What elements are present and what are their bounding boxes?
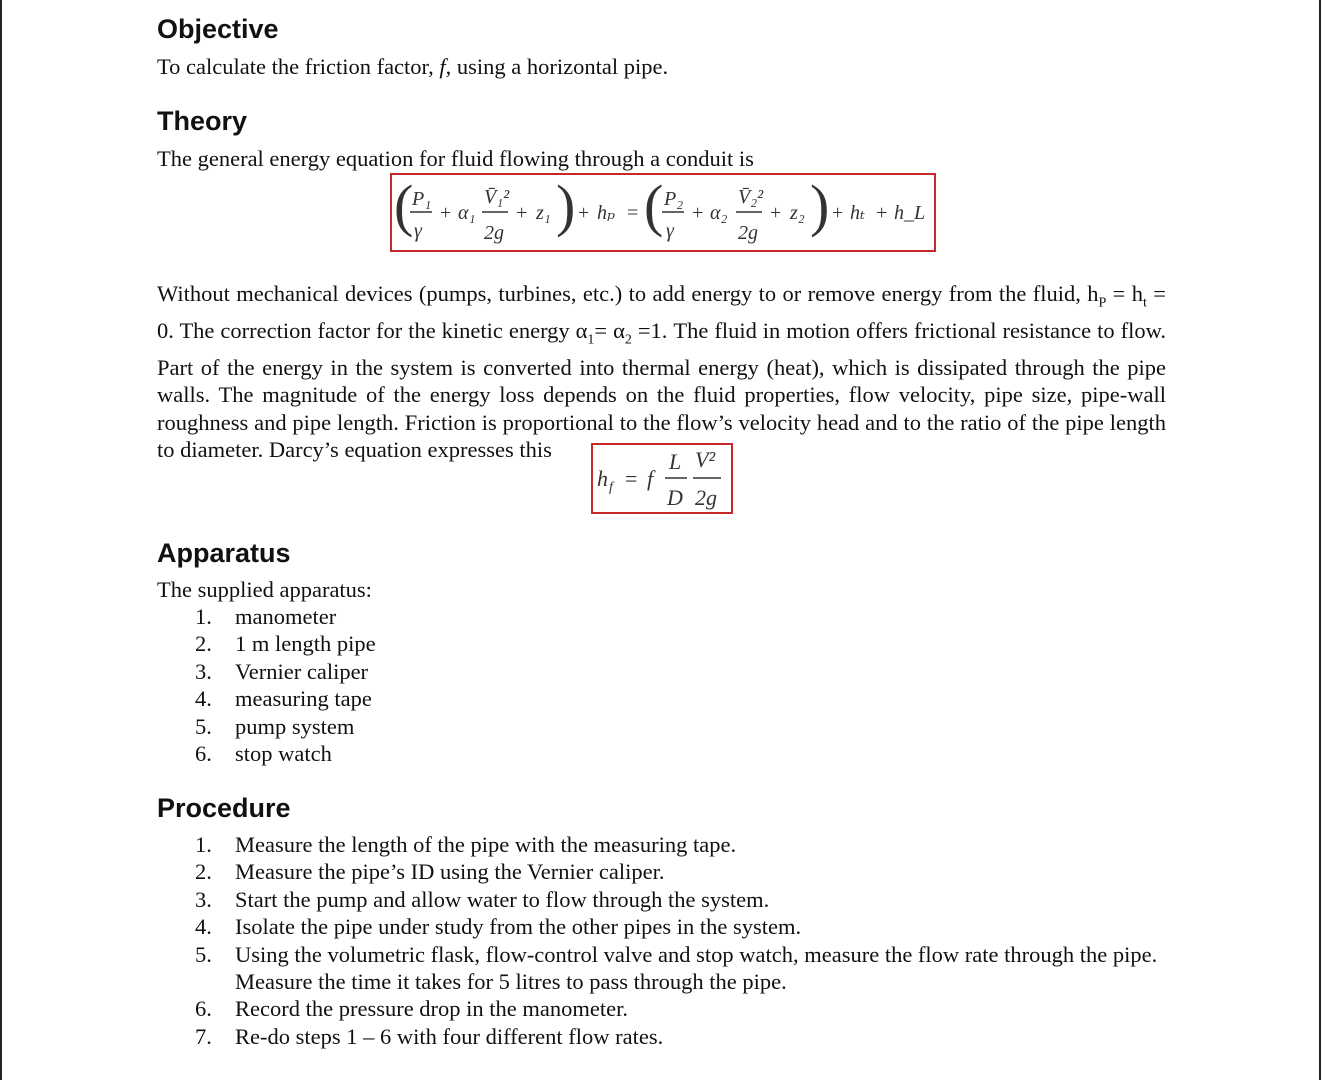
list-text: Start the pump and allow water to flow through the system. xyxy=(235,886,770,912)
theory-heading: Theory xyxy=(157,106,248,136)
list-item xyxy=(157,941,1166,996)
eq-plus-1: + xyxy=(440,202,452,224)
eq-alpha1: α₁ xyxy=(458,202,476,224)
list-item xyxy=(157,603,1169,630)
list-number: 2. xyxy=(195,859,212,885)
eq-alpha2: α₂ xyxy=(710,202,728,224)
darcy-2g: 2g xyxy=(695,485,717,510)
eq-plus-3: + xyxy=(578,202,590,224)
eq-v2: V̄₂² xyxy=(738,186,764,208)
list-number: 7. xyxy=(195,1023,212,1049)
list-item xyxy=(157,886,1166,913)
list-text: Vernier caliper xyxy=(235,658,369,684)
paren-close-2: ) xyxy=(810,175,830,238)
list-text: Measure the pipe’s ID using the Vernier caliper. xyxy=(235,859,665,885)
list-number: 1. xyxy=(195,832,212,857)
list-number: 6. xyxy=(195,996,212,1022)
list-item xyxy=(157,740,1169,767)
eq-gamma-2: γ xyxy=(666,220,674,242)
list-text: measuring tape xyxy=(235,686,372,712)
list-item xyxy=(157,995,1166,1022)
list-number: 4. xyxy=(195,686,212,712)
list-text: 1 m length pipe xyxy=(235,631,376,657)
eq-equals: = xyxy=(627,202,639,224)
list-number: 4. xyxy=(195,914,212,940)
theory-intro: The general energy equation for fluid flowing through a conduit is xyxy=(157,146,754,171)
darcy-L: L xyxy=(669,449,682,474)
energy-equation xyxy=(390,173,936,252)
darcy-h: h xyxy=(597,466,608,491)
list-text: stop watch xyxy=(235,741,332,767)
list-text: pump system xyxy=(235,713,355,739)
darcy-V2: V² xyxy=(695,447,716,472)
list-text: Record the pressure drop in the manometer. xyxy=(235,996,629,1022)
eq-plus-2: + xyxy=(516,202,528,224)
apparatus-intro: The supplied apparatus: xyxy=(157,577,372,602)
eq-ht: hₜ xyxy=(850,202,865,224)
procedure-list xyxy=(157,831,1166,1050)
eq-z2: z₂ xyxy=(790,202,805,224)
list-item xyxy=(157,658,1169,685)
darcy-equation xyxy=(591,443,733,514)
list-number: 6. xyxy=(195,741,212,767)
list-text: Measure the length of the pipe with the measuring tape. xyxy=(235,832,737,857)
eq-2g-1: 2g xyxy=(484,222,504,244)
page-left-edge xyxy=(0,0,2,1080)
eq-v1: V̄₁² xyxy=(484,186,510,208)
theory-paragraph: Without mechanical devices (pumps, turbines, etc.) to add energy to or remove energy from the fluid, $h_P = h_t = 0$. The correction factor for the kinetic energy $\alpha_1= \alpha_2 =1$. The fluid in motion offers frictional resistance to flow. Part of the energy in the system is converted into thermal energy (heat), which is dissipated through the pipe walls. The magnitude of the energy loss depends on the fluid properties, flow velocity, pipe size, pipe-wall roughness and pipe length. Friction is proportional to the flow’s velocity head and to the ratio of the pipe length to diameter. Darcy’s equation expresses this xyxy=(157,281,1167,463)
eq-plus-4: + xyxy=(692,202,704,224)
list-text: Isolate the pipe under study from the other pipes in the system. xyxy=(235,914,802,940)
eq-hp: hₚ xyxy=(597,202,615,224)
list-text: Re-do steps 1 – 6 with four different flow rates. xyxy=(235,1023,664,1049)
eq-plus-7: + xyxy=(876,202,888,224)
list-number: 3. xyxy=(195,886,212,912)
darcy-hf-sub: f xyxy=(609,480,613,495)
list-item xyxy=(157,713,1169,740)
eq-z1: z₁ xyxy=(536,202,551,224)
list-number: 2. xyxy=(195,631,212,657)
list-number: 5. xyxy=(195,941,212,967)
procedure-heading: Procedure xyxy=(157,793,291,823)
list-item xyxy=(157,685,1169,712)
eq-p2: P₂ xyxy=(664,188,684,210)
list-item xyxy=(157,1023,1166,1050)
apparatus-heading: Apparatus xyxy=(157,538,291,568)
apparatus-list xyxy=(157,603,1169,767)
eq-hl: h_L xyxy=(894,202,926,224)
energy-equation-figure xyxy=(392,175,934,250)
list-item xyxy=(157,913,1166,940)
list-number: 5. xyxy=(195,713,212,739)
darcy-equation-figure xyxy=(593,445,731,512)
list-item xyxy=(157,858,1166,885)
list-text: Using the volumetric flask, flow-control valve and stop watch, measure the flow rate through the pipe. Measure the time it takes for 5 litres to pass through the pipe. xyxy=(235,941,1158,995)
eq-p1: P₁ xyxy=(412,188,432,210)
eq-plus-5: + xyxy=(770,202,782,224)
objective-heading: Objective xyxy=(157,14,279,44)
list-number: 3. xyxy=(195,658,212,684)
eq-plus-6: + xyxy=(832,202,844,224)
list-item xyxy=(157,630,1169,657)
paren-open-1: ( xyxy=(394,175,414,238)
list-text: manometer xyxy=(235,604,337,629)
list-number: 1. xyxy=(195,604,212,629)
darcy-D: D xyxy=(667,485,683,510)
eq-gamma-1: γ xyxy=(414,220,422,242)
paren-open-2: ( xyxy=(644,175,664,238)
eq-2g-2: 2g xyxy=(738,222,758,244)
paren-close-1: ) xyxy=(556,175,576,238)
list-item xyxy=(157,831,1166,858)
objective-text: To calculate the friction factor, f, using a horizontal pipe. xyxy=(157,54,669,79)
darcy-equals: = xyxy=(625,466,638,491)
darcy-f: f xyxy=(647,466,654,491)
